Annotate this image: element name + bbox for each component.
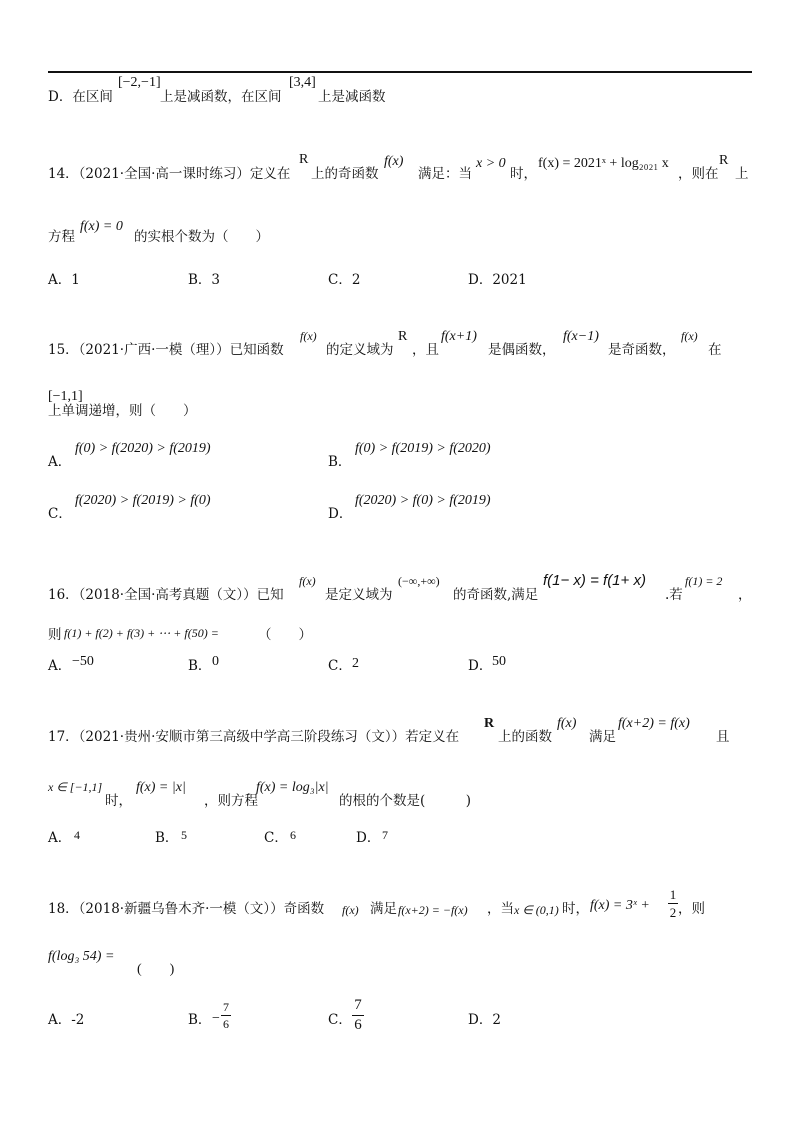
q16-option-b-label: B． xyxy=(188,658,212,674)
q16-text-2: 的奇函数,满足 xyxy=(453,587,539,603)
top-rule xyxy=(48,71,752,73)
q18-source: 18．（2018·新疆乌鲁木齐·一模（文））奇函数 xyxy=(48,901,325,917)
q18-option-d: D．2 xyxy=(468,1012,501,1028)
q14-text-5: 上 xyxy=(735,166,749,182)
q18-option-c-den: 6 xyxy=(354,1017,362,1033)
q17-text-6: 的根的个数是( ) xyxy=(339,793,472,809)
q14-formula: f(x) = 2021ˣ + log₂₀₂₁ x xyxy=(538,156,669,171)
q18-option-b-sign: − xyxy=(212,1011,220,1026)
q15-source: 15．（2021·广西·一模（理））已知函数 xyxy=(48,342,284,358)
q16-option-a-label: A． xyxy=(48,658,72,674)
q14-text-3: 时， xyxy=(510,166,537,182)
q14-option-b: B．3 xyxy=(188,272,221,288)
q15-fx-2: f(x) xyxy=(681,329,698,343)
q13-optD-tail: 上是减函数 xyxy=(318,89,386,105)
q17-option-b: 5 xyxy=(181,828,187,842)
q18-text-1: 满足 xyxy=(370,901,397,917)
q15-f-xplus1: f(x+1) xyxy=(441,329,477,344)
q16-option-a: −50 xyxy=(72,654,94,669)
q16-given: f(1) = 2 xyxy=(685,574,723,588)
q13-interval-1: [−2,−1] xyxy=(118,75,161,90)
q16-option-c: 2 xyxy=(352,656,359,671)
q17-R: R xyxy=(484,716,495,731)
q15-option-c: f(2020) > f(2019) > f(0) xyxy=(75,493,211,508)
q14-option-c: C．2 xyxy=(328,272,361,288)
q15-text-2: ，且 xyxy=(412,342,439,358)
q14-text-4: ，则在 xyxy=(678,166,719,182)
q15-option-d: f(2020) > f(0) > f(2019) xyxy=(355,493,491,508)
q17-source: 17．（2021·贵州·安顺市第三高级中学高三阶段练习（文））若定义在 xyxy=(48,729,460,745)
q17-option-c: 6 xyxy=(290,828,296,842)
q16-option-c-label: C． xyxy=(328,658,352,674)
q13-optD-lead: D．在区间 xyxy=(48,89,113,105)
q15-option-d-label: D． xyxy=(328,506,353,522)
q18-option-b-label: B． xyxy=(188,1012,212,1028)
q14-R-1: R xyxy=(299,152,309,167)
q15-option-c-label: C． xyxy=(48,506,72,522)
q14-option-d: D．2021 xyxy=(468,272,527,288)
q17-domain: x ∈ [−1,1] xyxy=(48,780,103,794)
q18-half-num: 1 xyxy=(669,887,677,902)
q17-definition: f(x) = |x| xyxy=(136,780,186,795)
q14-line2-lead: 方程 xyxy=(48,229,75,245)
q18-option-b-den: 6 xyxy=(223,1017,229,1031)
q14-source: 14．（2021·全国·高一课时练习）定义在 xyxy=(48,166,291,182)
q16-option-b: 0 xyxy=(212,654,219,669)
q18-ask: f(log₃ 54) = xyxy=(48,949,115,964)
q16-option-d-label: D． xyxy=(468,658,493,674)
q14-cond: x > 0 xyxy=(476,156,506,171)
q15-line2: 上单调递增，则（ ） xyxy=(48,403,197,419)
q17-option-d: 7 xyxy=(382,828,388,842)
q16-condition: f(1− x) = f(1+ x) xyxy=(543,572,646,589)
q18-option-b-num: 7 xyxy=(223,1000,229,1014)
q15-interval: [−1,1] xyxy=(48,389,83,404)
q17-text-4: 时， xyxy=(105,793,132,809)
q18-text-2: ，当 xyxy=(487,901,514,917)
q16-domain: (−∞,+∞) xyxy=(398,574,440,588)
q14-fx: f(x) xyxy=(384,154,404,169)
q18-option-c-fraction xyxy=(352,998,364,1033)
q14-option-a: A．1 xyxy=(48,272,80,288)
q15-option-b-label: B． xyxy=(328,454,352,470)
q17-text-2: 满足 xyxy=(589,729,616,745)
q15-text-4: 是奇函数， xyxy=(608,342,676,358)
q17-condition: f(x+2) = f(x) xyxy=(618,716,690,731)
q18-option-c-num: 7 xyxy=(354,997,362,1013)
q16-sum: f(1) + f(2) + f(3) + ⋯ + f(50) = xyxy=(64,626,219,640)
q17-option-c-label: C． xyxy=(264,830,288,846)
q18-fx: f(x) xyxy=(342,903,359,917)
q18-half-fraction xyxy=(668,888,678,919)
q17-option-a-label: A． xyxy=(48,830,72,846)
q18-definition: f(x) = 3ˣ + xyxy=(590,898,650,913)
q18-option-c-label: C． xyxy=(328,1012,352,1028)
q18-condition: f(x+2) = −f(x) xyxy=(398,903,468,917)
q15-text-3: 是偶函数， xyxy=(488,342,556,358)
q17-text-5: ，则方程 xyxy=(204,793,258,809)
q17-equation: f(x) = log₃|x| xyxy=(256,780,329,795)
q14-text-1: 上的奇函数 xyxy=(311,166,379,182)
q18-domain: x ∈ (0,1) xyxy=(514,903,559,917)
q15-option-b: f(0) > f(2019) > f(2020) xyxy=(355,441,491,456)
q16-option-d: 50 xyxy=(492,654,506,669)
q15-option-a-label: A． xyxy=(48,454,72,470)
q16-text-4: ， xyxy=(738,587,752,603)
q15-R: R xyxy=(398,329,408,344)
q18-text-3: 时， xyxy=(562,901,589,917)
q15-fx: f(x) xyxy=(300,329,317,343)
q18-option-a: A．-2 xyxy=(48,1012,85,1028)
q16-line2-lead: 则 xyxy=(48,627,62,643)
q15-option-a: f(0) > f(2020) > f(2019) xyxy=(75,441,211,456)
q18-half-den: 2 xyxy=(669,905,677,920)
q17-text-1: 上的函数 xyxy=(498,729,552,745)
q17-option-b-label: B． xyxy=(155,830,179,846)
q15-text-1: 的定义域为 xyxy=(326,342,394,358)
q14-R-2: R xyxy=(719,153,729,168)
q18-paren: ( ) xyxy=(137,962,175,977)
q16-source: 16．（2018·全国·高考真题（文））已知 xyxy=(48,587,284,603)
q13-optD-mid: 上是减函数，在区间 xyxy=(160,89,282,105)
q14-line2-tail: 的实根个数为（ ） xyxy=(134,229,269,245)
q13-interval-2: [3,4] xyxy=(289,75,316,90)
q15-f-xminus1: f(x−1) xyxy=(563,329,599,344)
q17-option-d-label: D． xyxy=(356,830,381,846)
q18-text-4: ，则 xyxy=(678,901,705,917)
q14-equation: f(x) = 0 xyxy=(80,219,123,234)
q18-option-b-fraction xyxy=(221,1001,231,1030)
q16-text-1: 是定义域为 xyxy=(325,587,393,603)
q14-text-2: 满足：当 xyxy=(418,166,472,182)
q16-line2-tail: （ ） xyxy=(258,627,312,643)
q16-text-3: .若 xyxy=(665,587,683,603)
q17-option-a: 4 xyxy=(74,828,80,842)
q16-fx: f(x) xyxy=(299,574,316,588)
q17-fx: f(x) xyxy=(557,716,577,731)
q15-text-5: 在 xyxy=(708,342,722,358)
q17-text-3: 且 xyxy=(716,729,730,745)
